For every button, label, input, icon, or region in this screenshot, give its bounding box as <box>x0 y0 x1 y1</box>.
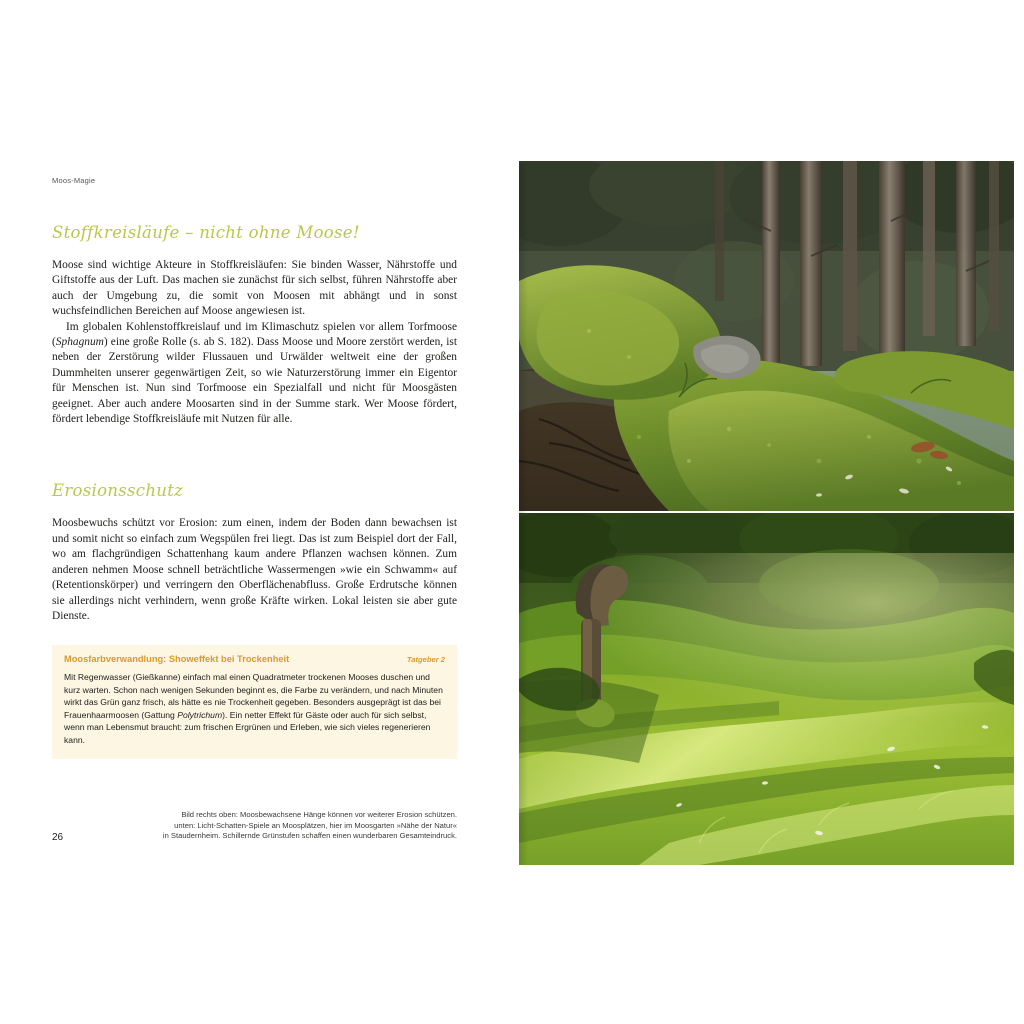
tip-text-part: Mit Regenwasser (Gießkanne) einfach mal einen Quadratmeter trockenen Mooses duschen und kurz warten. Schon nach wenigen Sekunden beginnt es, die Farbe zu verändern, und nach Minuten wirkt das Grün ganz frisch, als hätte es nie Trockenheit gegeben. Besonders ausgeprägt ist das bei Frauenhaarmoosen (Gattung <box>64 672 443 720</box>
paragraph-text-part: Im globalen Kohlenstoffkreislauf und im Klimaschutz spielen vor allem Torfmoose ( <box>52 320 457 349</box>
paragraph: Moose sind wichtige Akteure in Stoffkreisläufen: Sie binden Wasser, Nährstoffe und Giftstoffe aus der Luft. Das machen sie zunächst für sich selbst, führen Nährstoffe aber auch der Umgebung zu, die somit von Moosen mit abhängt und in sonst wuchsfeindlichen Bereichen auf Moose angewiesen ist. <box>52 259 457 318</box>
tip-box-text <box>64 671 445 747</box>
paragraph <box>52 320 457 428</box>
mossy-slope-illustration <box>519 161 1014 511</box>
tip-text-part: ). Ein netter Effekt für Gäste oder auch für sich selbst, wenn man Lebensmut braucht: zum frischen Ergrünen und Erleben, wie sich vieles regenerieren kann. <box>64 709 431 745</box>
caption-line: in Staudernheim. Schillernde Grünstufen schaffen einen wunderbaren Gesamteindruck. <box>162 831 457 841</box>
scientific-name: Sphagnum <box>55 336 104 349</box>
scientific-name: Polytrichum <box>177 709 223 720</box>
page-number: 26 <box>52 832 64 843</box>
caption-line: Bild rechts oben: Moosbewachsene Hänge können vor weiterer Erosion schützen. <box>181 810 457 819</box>
tip-box-header <box>64 654 445 664</box>
tip-box <box>52 645 457 759</box>
mossy-slope-forest-photo <box>519 161 1014 511</box>
section-heading-stoffkreislaeufe: Stoffkreisläufe – nicht ohne Moose! <box>52 223 360 242</box>
moss-garden-light-shadow-photo <box>519 513 1014 865</box>
running-head: Moos-Magie <box>52 176 96 185</box>
figure-caption <box>52 810 457 842</box>
paragraph: Moosbewuchs schützt vor Erosion: zum einen, indem der Boden dann bewachsen ist und somit nicht so einfach zum Wegspülen frei liegt. Das ist zum Beispiel dort der Fall, wo am flachgründigen Schattenhang kaum andere Pflanzen wachsen können. Zum anderen nehmen Moose schnell beträchtliche Wassermengen »wie ein Schwamm« auf (Retentionskörper) und verringern den Oberflächenabfluss. Große Erdrutsche können sie allerdings nicht verhindern, wenn große Kräfte wirken. Lokal leisten sie aber gute Dienste. <box>52 517 457 622</box>
text-column <box>52 176 457 624</box>
moss-garden-illustration <box>519 513 1014 865</box>
paragraph-text-part: ) eine große Rolle (s. ab S. 182). Dass Moose und Moore zerstört werden, ist neben der Zerstörung wilder Flussauen und Urwälder weltweit eine der großen Dummheiten unserer gegenwärtigen Zeit, so wie Naturzerstörung immer ein Eigentor für Menschen ist. Nun sind Torfmoose ein Spezialfall und nicht für Moosgästen geeignet. Aber auch andere Moosarten sind in der Summe stark. Wer Moose fördert, fördert lebendige Stoffkreisläufe mit Nutzen für alle. <box>52 336 457 426</box>
tip-box-title: Moosfarbverwandlung: Showeffekt bei Trockenheit <box>64 654 290 664</box>
caption-line: unten: Licht-Schatten-Spiele an Moosplätzen, hier im Moosgarten »Nähe der Natur« <box>174 820 457 830</box>
tip-box-label: Tatgeber 2 <box>406 655 445 664</box>
section-heading-erosionsschutz: Erosionsschutz <box>52 481 184 501</box>
